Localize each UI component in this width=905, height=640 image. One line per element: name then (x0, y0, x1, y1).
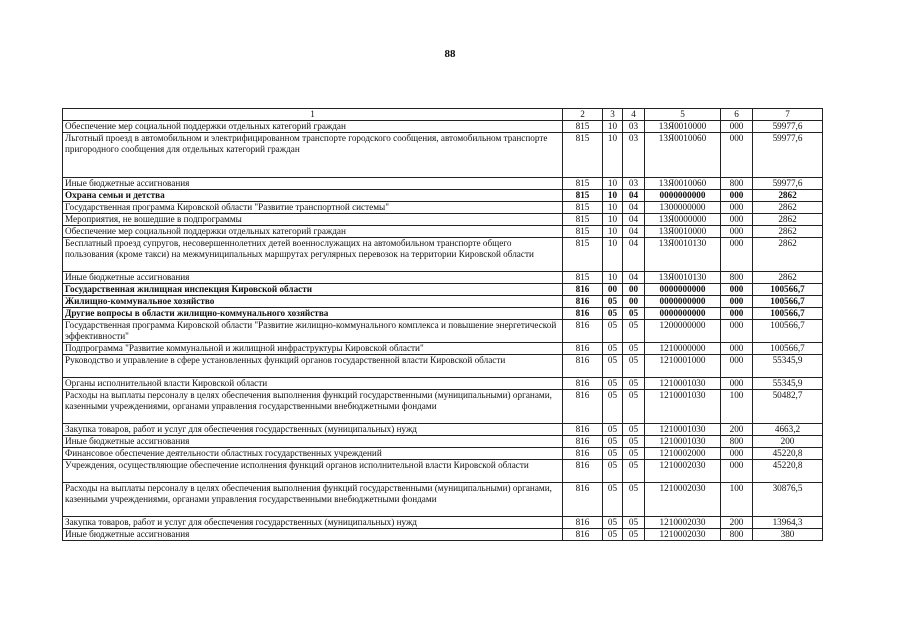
cell-expense-type: 000 (721, 355, 753, 378)
table-row (63, 517, 823, 529)
table-row (63, 460, 823, 483)
header-row (63, 109, 823, 121)
cell-admin-code: 816 (563, 343, 603, 355)
table-row (63, 202, 823, 214)
cell-subsection: 05 (623, 436, 645, 448)
cell-name: Финансовое обеспечение деятельности областных государственных учреждений (63, 448, 563, 460)
table-row (63, 296, 823, 308)
cell-name: Учреждения, осуществляющие обеспечение исполнения функций органов исполнительной власти Кировской области (63, 460, 563, 483)
table-row (63, 284, 823, 296)
cell-subsection: 05 (623, 529, 645, 541)
cell-name: Обеспечение мер социальной поддержки отдельных категорий граждан (63, 121, 563, 133)
cell-subsection: 04 (623, 226, 645, 238)
cell-amount: 45220,8 (753, 448, 823, 460)
cell-target-article: 1210001030 (645, 390, 721, 424)
cell-expense-type: 000 (721, 320, 753, 343)
cell-section: 05 (603, 448, 623, 460)
cell-target-article: 1210002030 (645, 483, 721, 517)
cell-expense-type: 000 (721, 190, 753, 202)
cell-admin-code: 815 (563, 202, 603, 214)
cell-name: Льготный проезд в автомобильном и электрифицированном транспорте городского сообщения, автомобильном транспорте пригородного сообщения для отдельных категорий граждан (63, 133, 563, 178)
header-col-3: 3 (603, 109, 623, 121)
header-col-6: 6 (721, 109, 753, 121)
cell-section: 05 (603, 296, 623, 308)
table-row (63, 424, 823, 436)
cell-expense-type: 000 (721, 133, 753, 178)
cell-name: Государственная программа Кировской области "Развитие транспортной системы" (63, 202, 563, 214)
cell-section: 05 (603, 436, 623, 448)
cell-admin-code: 815 (563, 190, 603, 202)
table-header (63, 109, 823, 121)
cell-expense-type: 800 (721, 178, 753, 190)
header-col-7: 7 (753, 109, 823, 121)
cell-admin-code: 816 (563, 483, 603, 517)
cell-admin-code: 816 (563, 390, 603, 424)
cell-subsection: 04 (623, 202, 645, 214)
cell-target-article: 0000000000 (645, 296, 721, 308)
cell-section: 05 (603, 517, 623, 529)
cell-name: Иные бюджетные ассигнования (63, 272, 563, 284)
header-col-5: 5 (645, 109, 721, 121)
cell-expense-type: 000 (721, 121, 753, 133)
table-row (63, 226, 823, 238)
cell-section: 05 (603, 343, 623, 355)
cell-name: Расходы на выплаты персоналу в целях обеспечения выполнения функций государственными (муниципальными) органами, казенными учреждениями, органами управления государственными внебюджетными фондами (63, 390, 563, 424)
header-col-4: 4 (623, 109, 645, 121)
cell-target-article: 13Я0010060 (645, 178, 721, 190)
cell-section: 10 (603, 272, 623, 284)
cell-admin-code: 815 (563, 121, 603, 133)
cell-section: 10 (603, 121, 623, 133)
header-col-2: 2 (563, 109, 603, 121)
cell-section: 10 (603, 238, 623, 272)
table-row (63, 133, 823, 178)
cell-amount: 100566,7 (753, 308, 823, 320)
cell-section: 00 (603, 284, 623, 296)
cell-target-article: 13Я0010130 (645, 238, 721, 272)
cell-amount: 100566,7 (753, 284, 823, 296)
cell-amount: 30876,5 (753, 483, 823, 517)
cell-subsection: 05 (623, 320, 645, 343)
cell-admin-code: 816 (563, 378, 603, 390)
cell-admin-code: 815 (563, 272, 603, 284)
cell-amount: 59977,6 (753, 133, 823, 178)
cell-amount: 59977,6 (753, 121, 823, 133)
cell-name: Жилищно-коммунальное хозяйство (63, 296, 563, 308)
cell-target-article: 1300000000 (645, 202, 721, 214)
cell-target-article: 1210002030 (645, 460, 721, 483)
cell-target-article: 1210001000 (645, 355, 721, 378)
cell-subsection: 05 (623, 390, 645, 424)
cell-section: 05 (603, 378, 623, 390)
cell-expense-type: 000 (721, 284, 753, 296)
cell-target-article: 1200000000 (645, 320, 721, 343)
cell-target-article: 1210002000 (645, 448, 721, 460)
cell-amount: 45220,8 (753, 460, 823, 483)
cell-name: Государственная программа Кировской области "Развитие жилищно-коммунального комплекса и повышение энергетической эффективности" (63, 320, 563, 343)
cell-section: 05 (603, 390, 623, 424)
cell-expense-type: 100 (721, 483, 753, 517)
cell-subsection: 04 (623, 214, 645, 226)
cell-expense-type: 000 (721, 308, 753, 320)
cell-name: Закупка товаров, работ и услуг для обеспечения государственных (муниципальных) нужд (63, 424, 563, 436)
cell-target-article: 13Я0010000 (645, 121, 721, 133)
cell-section: 10 (603, 202, 623, 214)
cell-amount: 100566,7 (753, 343, 823, 355)
cell-amount: 2862 (753, 202, 823, 214)
cell-amount: 200 (753, 436, 823, 448)
table-row (63, 238, 823, 272)
cell-expense-type: 000 (721, 202, 753, 214)
cell-amount: 55345,9 (753, 355, 823, 378)
table-row (63, 390, 823, 424)
cell-target-article: 13Я0010060 (645, 133, 721, 178)
cell-amount: 4663,2 (753, 424, 823, 436)
cell-name: Подпрограмма "Развитие коммунальной и жилищной инфраструктуры Кировской области" (63, 343, 563, 355)
cell-section: 05 (603, 308, 623, 320)
cell-expense-type: 800 (721, 529, 753, 541)
cell-subsection: 05 (623, 483, 645, 517)
cell-amount: 2862 (753, 214, 823, 226)
cell-expense-type: 000 (721, 226, 753, 238)
cell-section: 10 (603, 226, 623, 238)
cell-expense-type: 200 (721, 424, 753, 436)
cell-name: Мероприятия, не вошедшие в подпрограммы (63, 214, 563, 226)
cell-section: 05 (603, 529, 623, 541)
cell-expense-type: 000 (721, 238, 753, 272)
cell-subsection: 00 (623, 296, 645, 308)
cell-admin-code: 815 (563, 214, 603, 226)
cell-amount: 13964,3 (753, 517, 823, 529)
cell-subsection: 05 (623, 460, 645, 483)
cell-subsection: 00 (623, 284, 645, 296)
cell-expense-type: 800 (721, 436, 753, 448)
cell-admin-code: 815 (563, 238, 603, 272)
cell-subsection: 05 (623, 517, 645, 529)
cell-name: Расходы на выплаты персоналу в целях обеспечения выполнения функций государственными (муниципальными) органами, казенными учреждениями, органами управления государственными внебюджетными фондами (63, 483, 563, 517)
cell-subsection: 05 (623, 448, 645, 460)
cell-expense-type: 100 (721, 390, 753, 424)
cell-subsection: 04 (623, 272, 645, 284)
budget-table (62, 108, 823, 541)
cell-name: Обеспечение мер социальной поддержки отдельных категорий граждан (63, 226, 563, 238)
cell-admin-code: 816 (563, 308, 603, 320)
cell-expense-type: 000 (721, 343, 753, 355)
cell-section: 10 (603, 190, 623, 202)
cell-target-article: 1210001030 (645, 436, 721, 448)
cell-admin-code: 816 (563, 355, 603, 378)
cell-target-article: 13Я0000000 (645, 214, 721, 226)
cell-admin-code: 816 (563, 517, 603, 529)
cell-target-article: 13Я0010000 (645, 226, 721, 238)
table-row (63, 483, 823, 517)
cell-admin-code: 815 (563, 178, 603, 190)
cell-expense-type: 200 (721, 517, 753, 529)
cell-section: 10 (603, 214, 623, 226)
cell-amount: 2862 (753, 238, 823, 272)
cell-target-article: 0000000000 (645, 284, 721, 296)
table-row (63, 178, 823, 190)
cell-admin-code: 816 (563, 460, 603, 483)
cell-amount: 2862 (753, 272, 823, 284)
table-row (63, 529, 823, 541)
cell-admin-code: 815 (563, 226, 603, 238)
cell-target-article: 0000000000 (645, 190, 721, 202)
cell-target-article: 0000000000 (645, 308, 721, 320)
table-row (63, 378, 823, 390)
cell-amount: 100566,7 (753, 296, 823, 308)
cell-subsection: 05 (623, 424, 645, 436)
table-row (63, 121, 823, 133)
cell-admin-code: 816 (563, 284, 603, 296)
cell-admin-code: 816 (563, 448, 603, 460)
table-row (63, 308, 823, 320)
cell-name: Охрана семьи и детства (63, 190, 563, 202)
table-row (63, 343, 823, 355)
cell-amount: 2862 (753, 226, 823, 238)
cell-name: Иные бюджетные ассигнования (63, 178, 563, 190)
cell-subsection: 05 (623, 308, 645, 320)
table-row (63, 436, 823, 448)
cell-section: 05 (603, 355, 623, 378)
table-body (63, 121, 823, 541)
cell-amount: 380 (753, 529, 823, 541)
table-row (63, 355, 823, 378)
cell-subsection: 05 (623, 355, 645, 378)
cell-section: 10 (603, 133, 623, 178)
cell-section: 05 (603, 424, 623, 436)
cell-expense-type: 800 (721, 272, 753, 284)
cell-admin-code: 816 (563, 529, 603, 541)
cell-expense-type: 000 (721, 296, 753, 308)
cell-amount: 59977,6 (753, 178, 823, 190)
cell-name: Иные бюджетные ассигнования (63, 436, 563, 448)
cell-target-article: 1210002030 (645, 529, 721, 541)
cell-expense-type: 000 (721, 378, 753, 390)
table-row (63, 320, 823, 343)
cell-name: Руководство и управление в сфере установленных функций органов государственной власти Кировской области (63, 355, 563, 378)
cell-subsection: 03 (623, 121, 645, 133)
cell-name: Иные бюджетные ассигнования (63, 529, 563, 541)
cell-expense-type: 000 (721, 214, 753, 226)
cell-section: 10 (603, 178, 623, 190)
cell-expense-type: 000 (721, 460, 753, 483)
page-number: 88 (444, 48, 456, 60)
cell-section: 05 (603, 320, 623, 343)
cell-name: Органы исполнительной власти Кировской области (63, 378, 563, 390)
cell-name: Закупка товаров, работ и услуг для обеспечения государственных (муниципальных) нужд (63, 517, 563, 529)
cell-name: Другие вопросы в области жилищно-коммунального хозяйства (63, 308, 563, 320)
cell-target-article: 1210001030 (645, 424, 721, 436)
cell-target-article: 1210000000 (645, 343, 721, 355)
cell-amount: 2862 (753, 190, 823, 202)
cell-subsection: 05 (623, 378, 645, 390)
cell-target-article: 1210002030 (645, 517, 721, 529)
cell-admin-code: 816 (563, 436, 603, 448)
table-row (63, 272, 823, 284)
cell-subsection: 04 (623, 238, 645, 272)
table-row (63, 190, 823, 202)
table-row (63, 448, 823, 460)
table-row (63, 214, 823, 226)
cell-amount: 100566,7 (753, 320, 823, 343)
cell-target-article: 13Я0010130 (645, 272, 721, 284)
cell-amount: 55345,9 (753, 378, 823, 390)
cell-name: Бесплатный проезд супругов, несовершеннолетних детей военнослужащих на автомобильном транспорте общего пользования (кроме такси) на межмуниципальных маршрутах регулярных перевозок на территории Кировской области (63, 238, 563, 272)
cell-admin-code: 816 (563, 296, 603, 308)
cell-subsection: 05 (623, 343, 645, 355)
cell-admin-code: 816 (563, 320, 603, 343)
cell-subsection: 04 (623, 190, 645, 202)
cell-section: 05 (603, 460, 623, 483)
header-col-1: 1 (63, 109, 563, 121)
cell-admin-code: 815 (563, 133, 603, 178)
cell-section: 05 (603, 483, 623, 517)
cell-target-article: 1210001030 (645, 378, 721, 390)
cell-subsection: 03 (623, 178, 645, 190)
cell-expense-type: 000 (721, 448, 753, 460)
cell-admin-code: 816 (563, 424, 603, 436)
cell-name: Государственная жилищная инспекция Кировской области (63, 284, 563, 296)
cell-amount: 50482,7 (753, 390, 823, 424)
cell-subsection: 03 (623, 133, 645, 178)
